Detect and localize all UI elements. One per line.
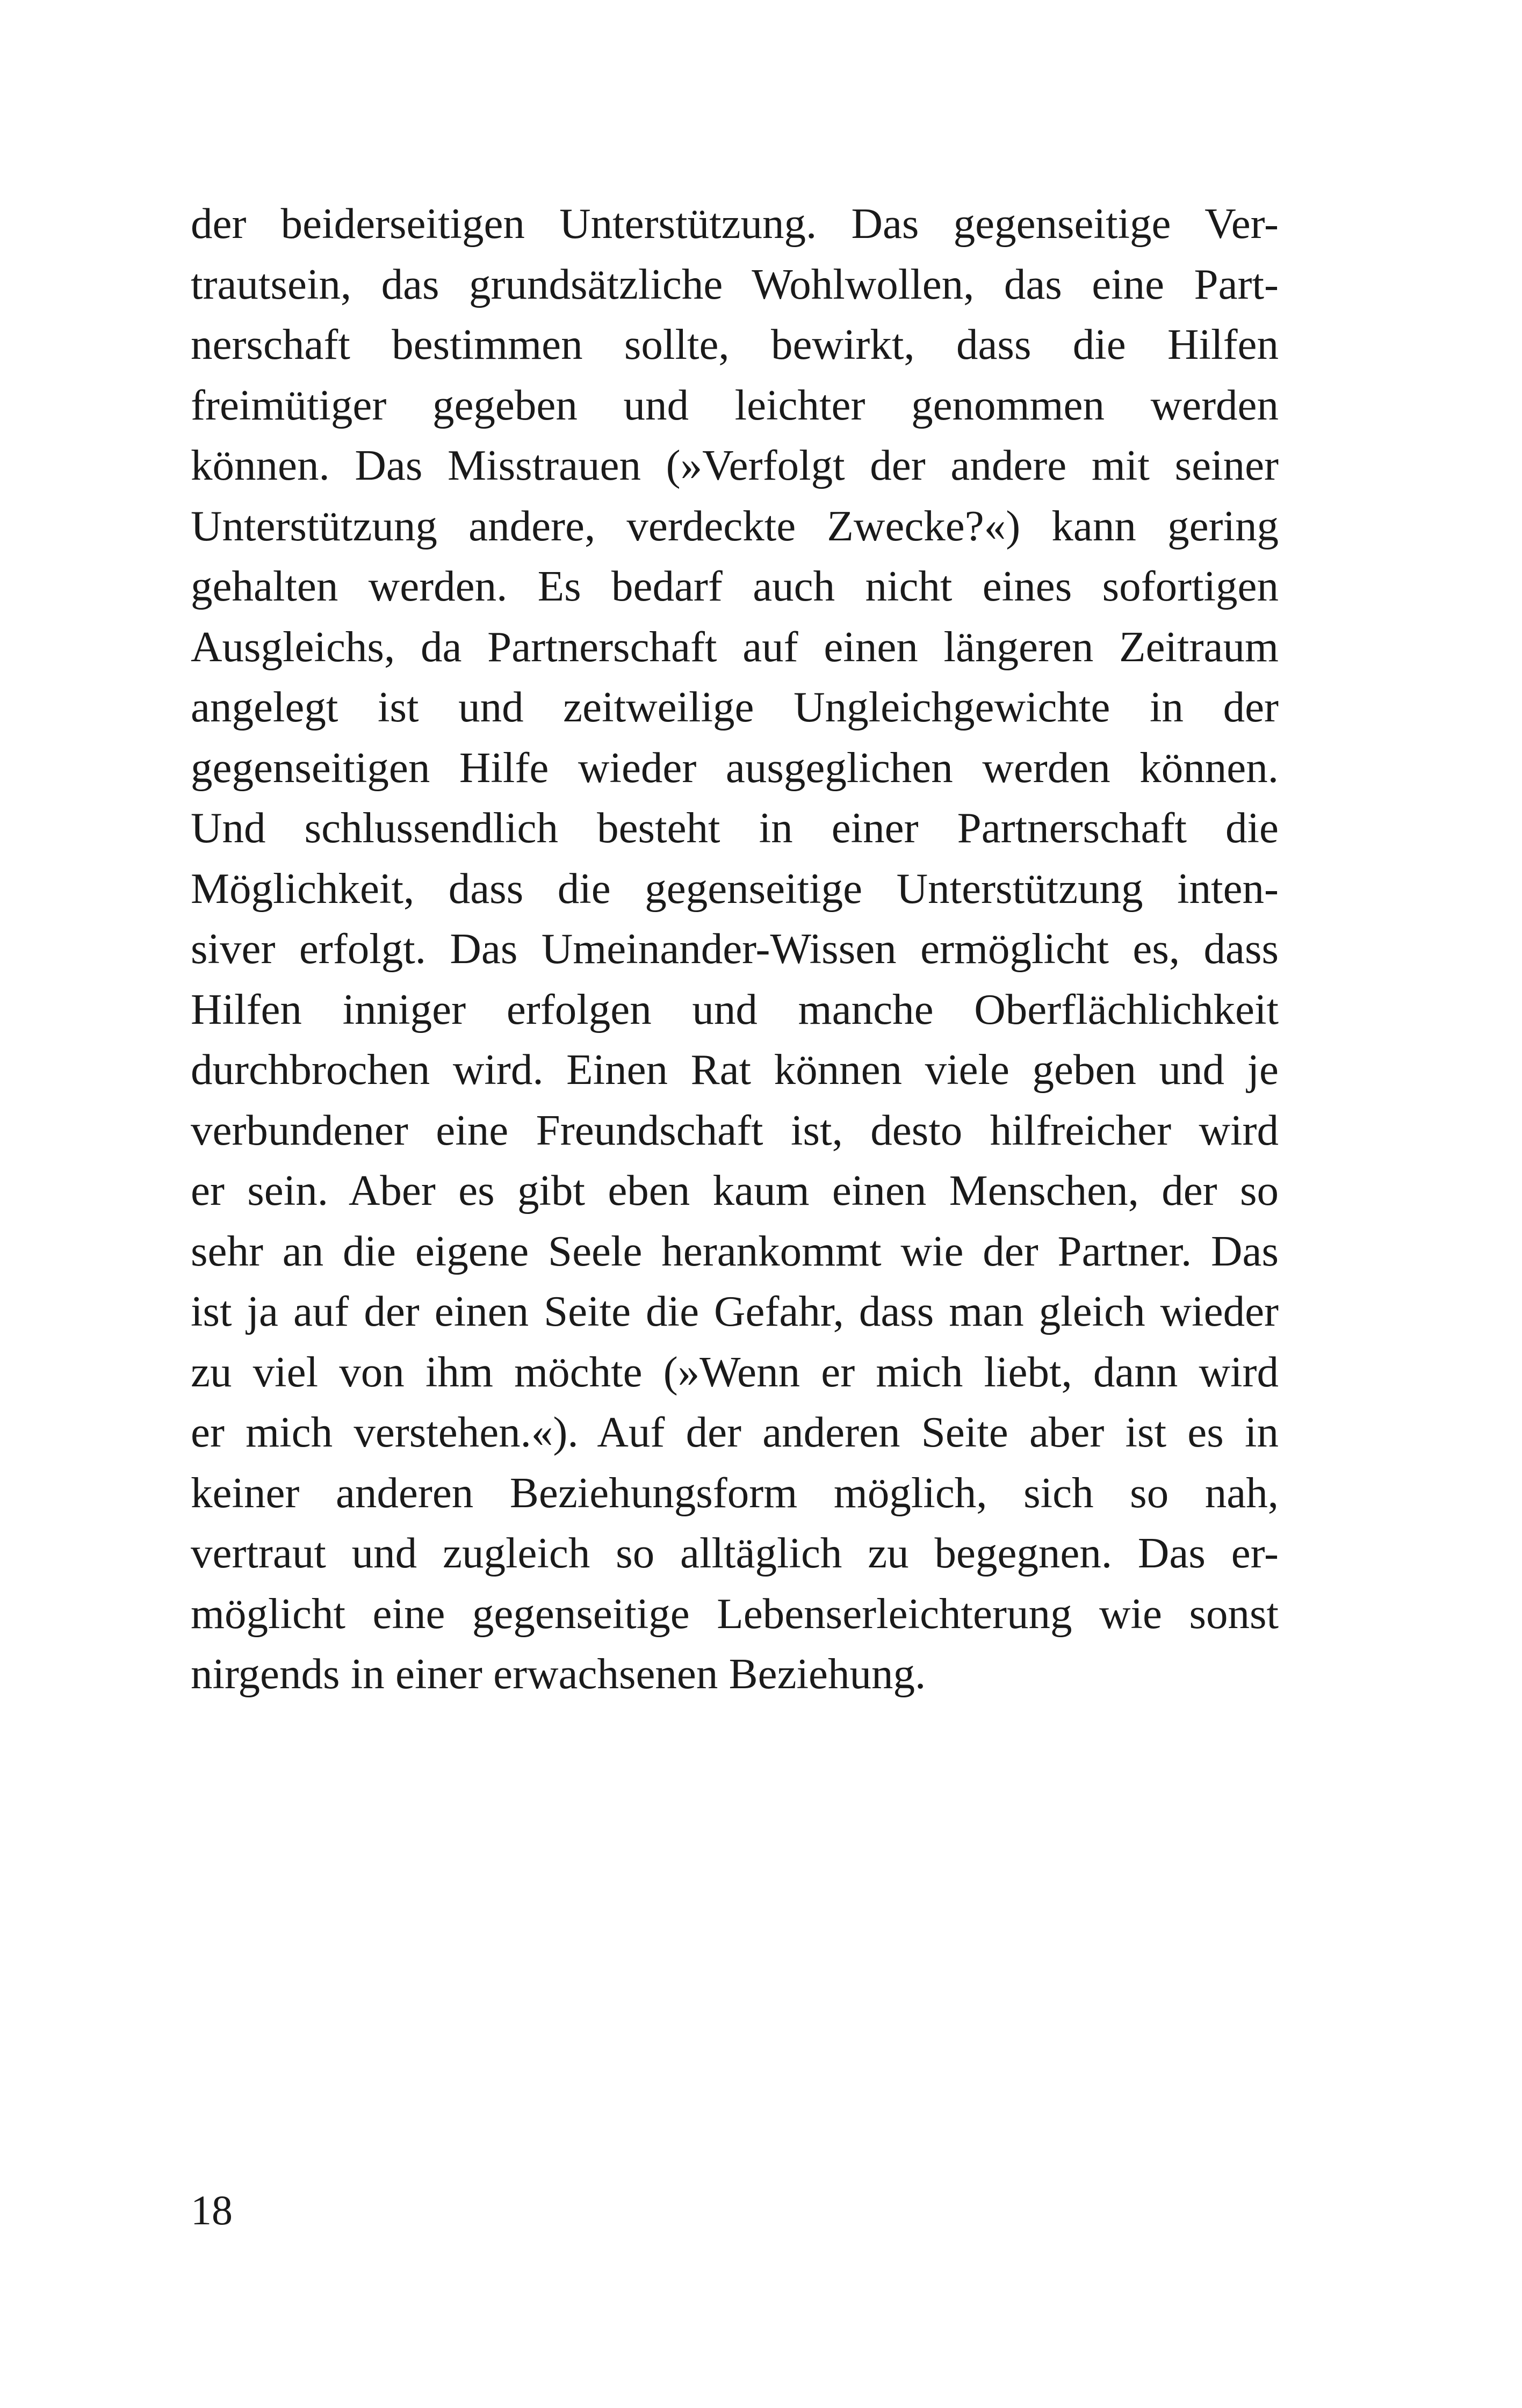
text-line: verbundener eine Freundschaft ist, desto hilfreicher wird bbox=[191, 1105, 1279, 1154]
text-line: möglicht eine gegenseitige Lebenserleichterung wie sonst bbox=[191, 1589, 1279, 1638]
text-line: Und schlussendlich besteht in einer Partnerschaft die bbox=[191, 804, 1279, 852]
text-line: Möglichkeit, dass die gegenseitige Unterstützung inten- bbox=[191, 864, 1279, 913]
body-paragraph bbox=[191, 193, 1279, 1704]
text-line: ist ja auf der einen Seite die Gefahr, dass man gleich wieder bbox=[191, 1287, 1279, 1335]
text-line: durchbrochen wird. Einen Rat können viele geben und je bbox=[191, 1045, 1279, 1094]
text-line: angelegt ist und zeitweilige Ungleichgewichte in der bbox=[191, 683, 1279, 731]
text-line: zu viel von ihm möchte (»Wenn er mich liebt, dann wird bbox=[191, 1347, 1279, 1396]
text-line: Unterstützung andere, verdeckte Zwecke?«) kann gering bbox=[191, 501, 1279, 550]
text-line: vertraut und zugleich so alltäglich zu begegnen. Das er- bbox=[191, 1529, 1279, 1577]
text-line: gegenseitigen Hilfe wieder ausgeglichen werden können. bbox=[191, 743, 1279, 792]
text-line: können. Das Misstrauen (»Verfolgt der andere mit seiner bbox=[191, 441, 1279, 489]
text-line: nerschaft bestimmen sollte, bewirkt, dass die Hilfen bbox=[191, 320, 1279, 368]
text-line: freimütiger gegeben und leichter genommen werden bbox=[191, 380, 1279, 429]
text-line: siver erfolgt. Das Umeinander-Wissen ermöglicht es, dass bbox=[191, 924, 1279, 973]
text-line: er sein. Aber es gibt eben kaum einen Menschen, der so bbox=[191, 1166, 1279, 1214]
text-line: gehalten werden. Es bedarf auch nicht eines sofortigen bbox=[191, 562, 1279, 610]
text-line: der beiderseitigen Unterstützung. Das gegenseitige Ver- bbox=[191, 199, 1279, 248]
text-line-last: nirgends in einer erwachsenen Beziehung. bbox=[191, 1650, 926, 1698]
text-line: er mich verstehen.«). Auf der anderen Seite aber ist es in bbox=[191, 1408, 1279, 1456]
text-line: Hilfen inniger erfolgen und manche Oberflächlichkeit bbox=[191, 985, 1279, 1033]
text-line: sehr an die eigene Seele herankommt wie der Partner. Das bbox=[191, 1226, 1279, 1275]
text-line: keiner anderen Beziehungsform möglich, sich so nah, bbox=[191, 1468, 1279, 1517]
text-line: trautsein, das grundsätzliche Wohlwollen, das eine Part- bbox=[191, 259, 1279, 308]
text-line: Ausgleichs, da Partnerschaft auf einen längeren Zeitraum bbox=[191, 622, 1279, 671]
page-number: 18 bbox=[191, 2187, 233, 2233]
